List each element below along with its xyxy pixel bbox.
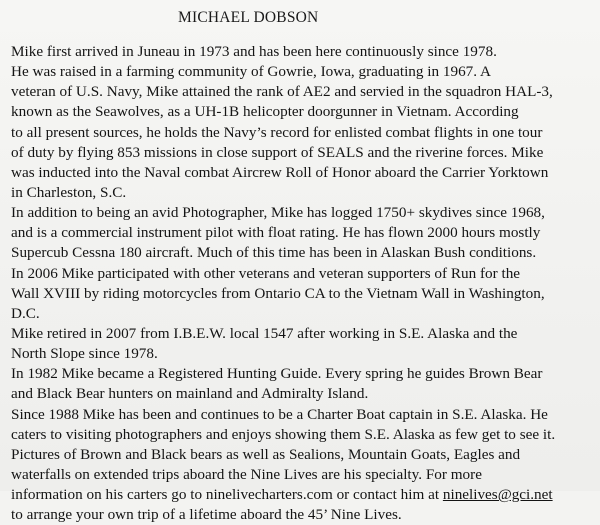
- text-line: D.C.: [11, 304, 40, 322]
- email-link[interactable]: ninelives@gci.net: [442, 486, 553, 504]
- text-line: Mike first arrived in Juneau in 1973 and has been here continuously since 1978.: [11, 43, 497, 60]
- text-line: In 2006 Mike participated with other veterans and veteran supporters of Run for the: [11, 264, 521, 282]
- text-line: Mike retired in 2007 from I.B.E.W. local 1547 after working in S.E. Alaska and the: [11, 324, 518, 342]
- text-line: Since 1988 Mike has been and continues to be a Charter Boat captain in S.E. Alaska. He: [11, 405, 548, 423]
- text-line: and is a commercial instrument pilot with float rating. He has flown 2000 hours mostly: [11, 224, 541, 242]
- text-line: He was raised in a farming community of Gowrie, Iowa, graduating in 1967. A: [11, 63, 491, 81]
- text-line: North Slope since 1978.: [11, 345, 158, 363]
- text-line: Wall XVIII by riding motorcycles from Ontario CA to the Vietnam Wall in Washington,: [11, 284, 545, 302]
- page-title: MICHAEL DOBSON: [178, 9, 319, 26]
- contact-text: information on his carters go to ninelivecharters.com or contact him at: [11, 486, 443, 504]
- text-line: waterfalls on extended trips aboard the Nine Lives are his specialty. For more: [11, 465, 482, 483]
- text-line: to all present sources, he holds the Navy’s record for enlisted combat flights in one tour: [11, 123, 543, 141]
- text-line: In addition to being an avid Photographer, Mike has logged 1750+ skydives since 1968,: [11, 204, 545, 222]
- text-line: veteran of U.S. Navy, Mike attained the rank of AE2 and servied in the squadron HAL-3,: [11, 83, 553, 101]
- text-line: known as the Seawolves, as a UH-1B helicopter doorgunner in Vietnam. According: [11, 103, 519, 121]
- text-line: In 1982 Mike became a Registered Hunting Guide. Every spring he guides Brown Bear: [11, 365, 543, 383]
- text-line: and Black Bear hunters on mainland and Admiralty Island.: [11, 385, 369, 403]
- text-line: caters to visiting photographers and enjoys showing them S.E. Alaska as few get to see it.: [11, 425, 556, 443]
- text-line: of duty by flying 853 missions in close support of SEALS and the riverine forces. Mike: [11, 143, 544, 161]
- biography-text: [11, 42, 596, 525]
- text-line: Supercub Cessna 180 aircraft. Much of this time has been in Alaskan Bush conditions.: [11, 244, 537, 262]
- contact-line: [11, 485, 596, 505]
- text-line: in Charleston, S.C.: [11, 183, 127, 201]
- text-line: Pictures of Brown and Black bears as well as Sealions, Mountain Goats, Eagles and: [11, 445, 521, 463]
- text-line: was inducted into the Naval combat Aircrew Roll of Honor aboard the Carrier Yorktown: [11, 163, 549, 181]
- closing-line: to arrange your own trip of a lifetime aboard the 45’ Nine Lives.: [11, 506, 402, 524]
